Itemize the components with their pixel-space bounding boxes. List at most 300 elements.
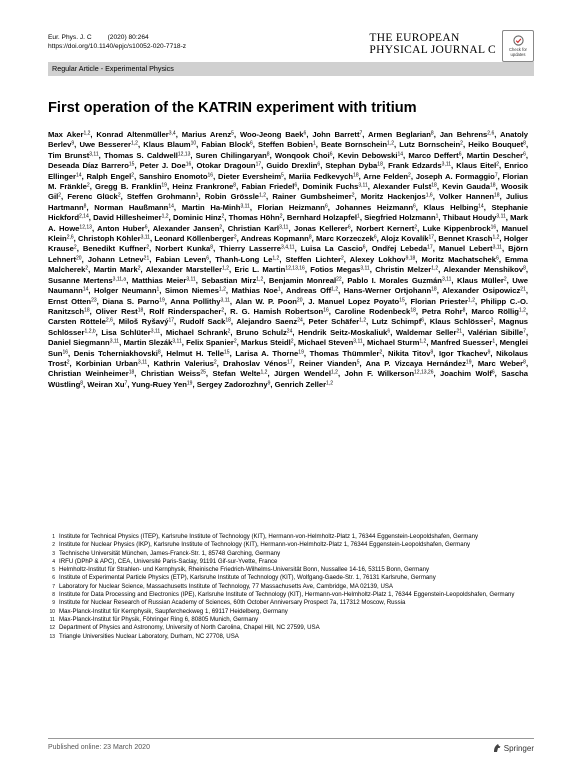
author-affiliation-marks: 1,2	[131, 140, 138, 147]
author-name: Klaus Blaum	[143, 140, 191, 150]
author-entry	[76, 359, 147, 368]
author-name: Volker Hannen	[439, 192, 495, 202]
author-name: Waldemar Seller	[395, 327, 457, 337]
author-affiliation-marks: 19	[465, 359, 472, 366]
author-name: Alan W. P. Poon	[235, 296, 297, 306]
author-entry	[229, 213, 283, 222]
author-name: R. G. Hamish Robertson	[230, 306, 324, 316]
author-name: Holger Krause	[48, 234, 529, 254]
author-name: Björn Lehnert	[48, 244, 529, 264]
author-entry	[123, 338, 181, 347]
author-entry	[95, 182, 167, 191]
author-affiliation-marks: 18	[431, 182, 437, 189]
author-affiliation-marks: 5	[356, 359, 360, 366]
author-affiliation-marks: 18	[410, 307, 416, 314]
check-updates-icon	[513, 35, 524, 46]
author-entry	[241, 234, 312, 243]
author-name: Leonard Köllenberger	[154, 234, 234, 244]
author-affiliation-marks: 3,11	[240, 203, 250, 210]
author-affiliation-marks: 8	[462, 307, 466, 314]
author-affiliation-marks: 1,2,b	[84, 328, 96, 335]
affiliation-number: 8	[52, 592, 55, 599]
author-name: Arne Felden	[363, 171, 409, 181]
author-affiliation-marks: 3,11	[220, 296, 230, 303]
author-name: Christoph Köhler	[78, 234, 141, 244]
author-affiliation-marks: 1,2	[260, 369, 268, 376]
author-name: Anton Huber	[97, 223, 145, 233]
author-name: Hendrik Seitz-Moskaliuk	[298, 327, 388, 337]
author-affiliation-marks: 6	[362, 244, 366, 251]
author-affiliation-marks: 3,11	[358, 182, 368, 189]
author-affiliation-marks: 8	[80, 380, 84, 387]
author-name: Bernhard Holzapfel	[286, 213, 358, 223]
affiliation-item	[48, 599, 518, 607]
author-affiliation-marks: 15	[128, 161, 135, 168]
affiliation-number: 4	[52, 558, 55, 565]
author-entry	[275, 380, 333, 389]
author-entry	[153, 224, 222, 233]
author-affiliation-marks: 14	[478, 203, 484, 210]
author-affiliation-marks: 6	[206, 255, 210, 262]
author-entry	[166, 328, 231, 337]
author-name: Norbert Kernert	[356, 223, 415, 233]
author-entry	[338, 151, 403, 160]
author-name: Larisa A. Thorne	[235, 348, 299, 358]
author-affiliation-marks: 17	[287, 359, 293, 366]
author-affiliation-marks: 2	[219, 224, 223, 231]
author-name: Jan Behrens	[439, 130, 488, 139]
author-entry	[223, 359, 293, 368]
affiliation-number: 11	[49, 616, 55, 623]
author-name: Alexander Marsteller	[145, 265, 223, 275]
author-affiliation-marks: 1,6	[425, 192, 433, 199]
author-name: Fotios Megas	[310, 265, 361, 275]
author-affiliation-marks: 2	[213, 359, 217, 366]
author-entry	[316, 234, 377, 243]
author-entry	[364, 213, 438, 222]
author-entry	[155, 255, 209, 264]
author-affiliation-marks: 18	[490, 182, 496, 189]
check-for-updates-button[interactable]	[502, 30, 534, 62]
author-affiliation-marks: 18	[137, 307, 144, 314]
author-entry	[325, 161, 382, 170]
author-affiliation-marks: 14	[397, 151, 404, 158]
author-name: Carsten Röttele	[48, 317, 106, 327]
author-entry	[212, 369, 267, 378]
author-entry	[127, 192, 199, 201]
author-affiliation-marks: 25	[200, 369, 206, 376]
author-name: Benjamin Monreal	[268, 275, 337, 285]
author-affiliation-marks: 5	[231, 130, 234, 137]
author-name: Nikolaus Trost	[48, 348, 528, 368]
author-entry	[258, 203, 328, 212]
author-affiliation-marks: 1,2	[218, 286, 226, 293]
affiliation-text: Institute for Nuclear Research of Russian Academy of Sciences, 60th October Anniversary Prospect 7a, 117312 Moscow, Russia	[59, 599, 406, 607]
author-affiliation-marks: 1	[312, 140, 316, 147]
author-affiliation-marks: 3,11	[441, 161, 452, 168]
article-type-bar: Regular Article - Experimental Physics	[48, 62, 534, 76]
author-name: Joachim Wolf	[440, 369, 492, 379]
author-name: Enrico Ellinger	[48, 161, 529, 181]
author-name: Klaus Schlösser	[429, 317, 491, 327]
author-affiliation-marks: 1,2	[83, 130, 91, 137]
author-affiliation-marks: 2	[221, 213, 225, 220]
author-affiliation-marks: 2	[85, 265, 89, 272]
author-entry	[79, 140, 138, 149]
author-entry	[236, 328, 292, 337]
affiliation-text: Institute for Nuclear Physics (IKP), Karlsruhe Institute of Technology (KIT), Hermann-von-Helmholtz-Platz 1, 76344 Eggenstein-Leopoldshafen, Germany	[59, 541, 471, 549]
author-name: Sascha Wüstling	[48, 369, 528, 389]
author-name: Fabian Leven	[155, 254, 207, 264]
author-entry	[48, 297, 97, 306]
author-affiliation-marks: 2	[408, 172, 411, 179]
affiliation-item	[48, 624, 518, 632]
author-affiliation-marks: 2	[460, 140, 463, 147]
author-affiliation-marks: 6	[303, 130, 307, 137]
author-name: Wonqook Choi	[274, 150, 330, 160]
author-affiliation-marks: 17	[255, 161, 262, 168]
author-affiliation-marks: 6	[523, 151, 526, 158]
author-entry	[173, 213, 224, 222]
author-name: Moritz Machatschek	[421, 254, 497, 264]
author-affiliation-marks: 2	[233, 338, 237, 345]
author-name: Peter Schäfer	[308, 317, 360, 327]
affiliation-text: Institute for Technical Physics (ITEP), Karlsruhe Institute of Technology (KIT), Hermann-von-Helmholtz-Platz 1, 76344 Eggenstein-Leopoldshafen, Germany	[59, 533, 479, 540]
author-name: Guido Drexlin	[266, 161, 318, 171]
author-name: Christian Karl	[227, 223, 280, 233]
author-affiliation-marks: 1,2	[330, 369, 338, 376]
author-name: Peter J. Doe	[139, 161, 186, 171]
author-name: Andreas Kopmann	[240, 234, 309, 244]
affiliation-number: 5	[52, 567, 55, 574]
author-entry	[312, 130, 362, 139]
author-affiliation-marks: 3,11	[279, 224, 289, 231]
affiliation-number: 12	[49, 625, 55, 632]
author-affiliation-marks: 17	[427, 244, 433, 251]
author-entry	[424, 203, 484, 212]
author-entry	[196, 161, 261, 170]
author-entry	[286, 255, 344, 264]
author-affiliation-marks: 1	[277, 286, 281, 293]
author-affiliation-marks: 2	[146, 244, 150, 251]
author-affiliation-marks: 9	[487, 348, 491, 355]
author-entry	[180, 317, 231, 326]
author-affiliation-marks: 22	[336, 276, 342, 283]
affiliation-number: 10	[49, 608, 55, 615]
author-name: Philipp C.-O. Ranitzsch	[48, 296, 529, 316]
author-affiliation-marks: 9,18	[405, 255, 416, 262]
author-affiliation-marks: 6	[373, 234, 377, 241]
author-name: Dominik Fuchs	[302, 182, 359, 192]
author-affiliation-marks: 1	[156, 286, 160, 293]
affiliation-number: 13	[49, 633, 55, 640]
author-name: Norbert Kunka	[155, 244, 211, 254]
author-entry	[232, 286, 281, 295]
author-affiliation-marks: 19	[298, 348, 304, 355]
author-affiliation-marks: 1,2	[431, 265, 439, 272]
affiliation-item	[48, 591, 518, 599]
author-entry	[301, 244, 366, 253]
author-name: Alexander Menshikov	[443, 265, 524, 275]
author-affiliation-marks: 1,2	[492, 234, 500, 241]
author-affiliation-marks: 2	[233, 234, 237, 241]
author-affiliation-marks: 1,2	[161, 213, 169, 220]
author-entry	[294, 224, 351, 233]
author-entry	[345, 369, 434, 378]
author-entry	[308, 297, 405, 306]
author-name: Rudolf Sack	[179, 317, 226, 327]
author-entry	[442, 182, 495, 191]
author-name: Moritz Hackenjos	[360, 192, 426, 202]
author-entry	[286, 286, 338, 295]
author-entry	[289, 172, 359, 181]
author-affiliation-marks: 20	[296, 296, 303, 303]
author-name: Norman Haußmann	[94, 202, 169, 212]
author-affiliation-marks: 1,2	[259, 192, 267, 199]
author-affiliation-marks: 19	[159, 296, 165, 303]
author-name: Thibaut Houdy	[442, 213, 497, 223]
author-affiliation-marks: 1	[357, 213, 360, 220]
author-name: Martin Ha-Minh	[181, 202, 241, 212]
author-name: Marc Korzeczek	[315, 234, 374, 244]
author-entry	[186, 338, 236, 347]
author-entry	[381, 234, 434, 243]
author-affiliation-marks: 1,2	[272, 255, 280, 262]
author-affiliation-marks: 18	[353, 172, 359, 179]
author-entry	[303, 182, 368, 191]
affiliation-text: Max-Planck-Institut für Physik, Föhringer Ring 6, 80805 Munich, Germany	[59, 615, 259, 623]
author-entry	[431, 338, 495, 347]
author-entry	[241, 182, 297, 191]
affiliation-item	[48, 608, 518, 616]
affiliation-item	[48, 616, 518, 624]
affiliation-number: 2	[52, 542, 55, 549]
author-affiliation-marks: 18	[431, 286, 437, 293]
author-name: Petra Rohr	[421, 306, 463, 316]
affiliation-item	[48, 566, 518, 574]
author-affiliation-marks: 15	[224, 348, 230, 355]
author-entry	[366, 359, 472, 368]
author-affiliation-marks: 6	[387, 328, 391, 335]
author-name: Weiran Xu	[87, 379, 125, 389]
author-name: Armen Beglarian	[368, 130, 431, 139]
author-entry	[96, 130, 175, 139]
author-affiliation-marks: 8	[210, 244, 214, 251]
author-name: Stefan Welte	[212, 369, 261, 379]
author-affiliation-marks: 2	[414, 224, 418, 231]
author-name: Sergey Zadorozhny	[196, 379, 268, 389]
author-name: Lutz Schimpf	[371, 317, 422, 327]
author-name: Sebastian Mirz	[201, 275, 257, 285]
author-name: Korbinian Urban	[75, 358, 138, 368]
author-affiliation-marks: 9	[71, 140, 75, 147]
author-affiliation-marks: 17	[428, 234, 435, 241]
author-affiliation-marks: 21	[456, 328, 463, 335]
author-entry	[399, 140, 463, 149]
author-name: Robin Grössle	[204, 192, 260, 202]
author-affiliation-marks: 1,2	[222, 265, 230, 272]
author-entry	[140, 161, 192, 170]
author-entry	[215, 255, 279, 264]
author-entry	[275, 151, 333, 160]
author-name: Alejandro Saenz	[236, 317, 298, 327]
affiliation-item	[48, 558, 518, 566]
author-entry	[457, 276, 507, 285]
affiliation-number: 1	[52, 534, 55, 540]
affiliation-number: 7	[52, 583, 55, 590]
author-name: Martin Slezák	[123, 338, 173, 348]
author-affiliation-marks: 17	[168, 317, 175, 324]
affiliation-item	[48, 533, 518, 541]
author-entry	[235, 349, 304, 358]
affiliation-text: Laboratory for Nuclear Science, Massachusetts Institute of Technology, 77 Massachusetts Ave, Cambridge, MA 02139, USA	[59, 582, 393, 590]
author-entry	[236, 317, 302, 326]
author-affiliation-marks: 2	[490, 317, 494, 324]
author-name: Ferenc Glück	[67, 192, 118, 202]
author-entry	[274, 369, 338, 378]
author-entry	[269, 276, 342, 285]
author-name: Manuel Lebert	[438, 244, 493, 254]
author-name: Marco Deffert	[408, 150, 459, 160]
author-entry	[298, 338, 363, 347]
affiliation-number: 3	[52, 550, 55, 557]
author-name: Genrich Zeller	[274, 379, 327, 389]
author-affiliation-marks: 2	[221, 307, 225, 314]
author-entry	[468, 140, 526, 149]
author-name: Dominic Hinz	[172, 213, 222, 223]
author-name: Stephan Dyba	[325, 161, 378, 171]
author-entry	[467, 151, 526, 160]
author-entry	[298, 328, 390, 337]
author-name: John F. Wilkerson	[344, 369, 415, 379]
author-name: Thomas Thümmler	[309, 348, 380, 358]
author-affiliation-marks: 18	[128, 369, 135, 376]
affiliation-list	[48, 533, 518, 641]
author-affiliation-marks: 1,2	[256, 276, 264, 283]
author-affiliation-marks: 21	[143, 255, 150, 262]
author-affiliation-marks: 3,11	[353, 338, 363, 345]
author-entry	[363, 172, 411, 181]
author-affiliation-marks: 1,2	[326, 380, 333, 387]
author-name: Dieter Eversheim	[217, 171, 282, 181]
author-name: John Barrett	[312, 130, 360, 139]
author-entry	[372, 244, 433, 253]
journal-short-name: Eur. Phys. J. C	[48, 34, 92, 41]
author-affiliation-marks: 6	[324, 203, 328, 210]
author-name: Manfred Suesser	[430, 338, 493, 348]
author-name: Florian Priester	[410, 296, 469, 306]
author-affiliation-marks: 2	[137, 265, 141, 272]
affiliation-text: Department of Physics and Astronomy, University of North Carolina, Chapel Hill, NC 27599, USA	[59, 624, 320, 632]
author-affiliation-marks: 8	[83, 203, 87, 210]
affiliation-text: Helmholtz-Institut für Strahlen- und Kernphysik, Rheinische Friedrich-Wilhelms-Universität Bonn, Nussallee 14-16, 53115 Bonn, Germany	[59, 566, 430, 574]
author-entry	[132, 276, 196, 285]
author-affiliation-marks: 3,11	[140, 234, 150, 241]
author-entry	[48, 317, 113, 326]
author-affiliation-marks: 2	[86, 182, 90, 189]
author-entry	[87, 380, 127, 389]
author-name: Johann Letnev	[87, 254, 144, 264]
author-entry	[373, 182, 437, 191]
author-affiliation-marks: 14	[168, 203, 174, 210]
author-name: Benedikt Kuffner	[82, 244, 147, 254]
author-entry	[48, 161, 134, 170]
author-entry	[411, 297, 475, 306]
author-affiliation-marks: 8	[157, 348, 161, 355]
author-name: Emma Malcherek	[48, 254, 528, 275]
author-name: Marius Arenz	[181, 130, 232, 139]
article-title: First operation of the KATRIN experiment with tritium	[48, 100, 417, 116]
author-name: Thanh-Long Le	[215, 254, 273, 264]
author-affiliation-marks: 2	[351, 192, 355, 199]
author-affiliation-marks: 6	[413, 203, 416, 210]
author-entry	[48, 130, 90, 139]
author-name: Manuel Klein	[48, 223, 528, 244]
author-name: Denis Tcherniakhovski	[73, 348, 158, 358]
author-name: Steffen Grohmann	[126, 192, 196, 202]
author-affiliation-marks: 2,6	[66, 234, 74, 241]
author-affiliation-marks: 9	[430, 348, 434, 355]
author-entry	[235, 265, 305, 274]
author-name: Alexander Fulst	[372, 182, 432, 192]
author-entry	[471, 307, 526, 316]
author-entry	[218, 172, 284, 181]
author-affiliation-marks: 3,4,11	[281, 244, 295, 251]
author-name: Christian Weinheimer	[48, 369, 129, 379]
author-entry	[258, 140, 316, 149]
author-entry	[456, 161, 499, 170]
author-affiliation-marks: 18	[377, 161, 383, 168]
author-affiliation-marks: 8	[523, 359, 526, 366]
author-affiliation-marks: 3,11	[441, 276, 452, 283]
author-entry	[361, 192, 433, 201]
author-affiliation-marks: 18	[84, 307, 90, 314]
author-entry	[83, 244, 149, 253]
author-entry	[155, 244, 213, 253]
author-affiliation-marks: 8	[523, 140, 526, 147]
author-name: Reiner Vianden	[299, 358, 357, 368]
author-entry	[422, 307, 466, 316]
author-affiliation-marks: 3,11	[172, 338, 182, 345]
journal-logo	[369, 33, 496, 56]
author-name: Simon Niemes	[164, 286, 219, 296]
author-entry	[139, 172, 213, 181]
author-name: David Hillesheimer	[93, 213, 162, 223]
author-affiliation-marks: 2	[73, 244, 77, 251]
author-entry	[146, 265, 229, 274]
author-name: Beate Bornschein	[321, 140, 388, 150]
author-entry	[367, 338, 426, 347]
author-affiliation-marks: 7	[523, 328, 526, 335]
author-entry	[430, 317, 494, 326]
author-affiliation-marks: 1,2	[518, 307, 526, 314]
author-name: Siegfried Holzmann	[364, 213, 436, 223]
author-entry	[228, 224, 289, 233]
author-affiliation-marks: 6	[144, 224, 148, 231]
author-entry	[182, 130, 234, 139]
author-name: Alexander Jansen	[152, 223, 220, 233]
author-name: Uwe Naumann	[48, 275, 529, 296]
author-affiliation-marks: 6	[294, 182, 298, 189]
author-entry	[165, 286, 226, 295]
author-affiliation-marks: 8	[266, 151, 270, 158]
author-entry	[478, 359, 526, 368]
author-name: Mathias Noe	[231, 286, 278, 296]
doi-link[interactable]: https://doi.org/10.1140/epjc/s10052-020-7718-z	[48, 43, 187, 50]
author-affiliation-marks: 2	[379, 348, 383, 355]
author-entry	[48, 151, 99, 160]
author-name: Caroline Rodenbeck	[334, 306, 411, 316]
